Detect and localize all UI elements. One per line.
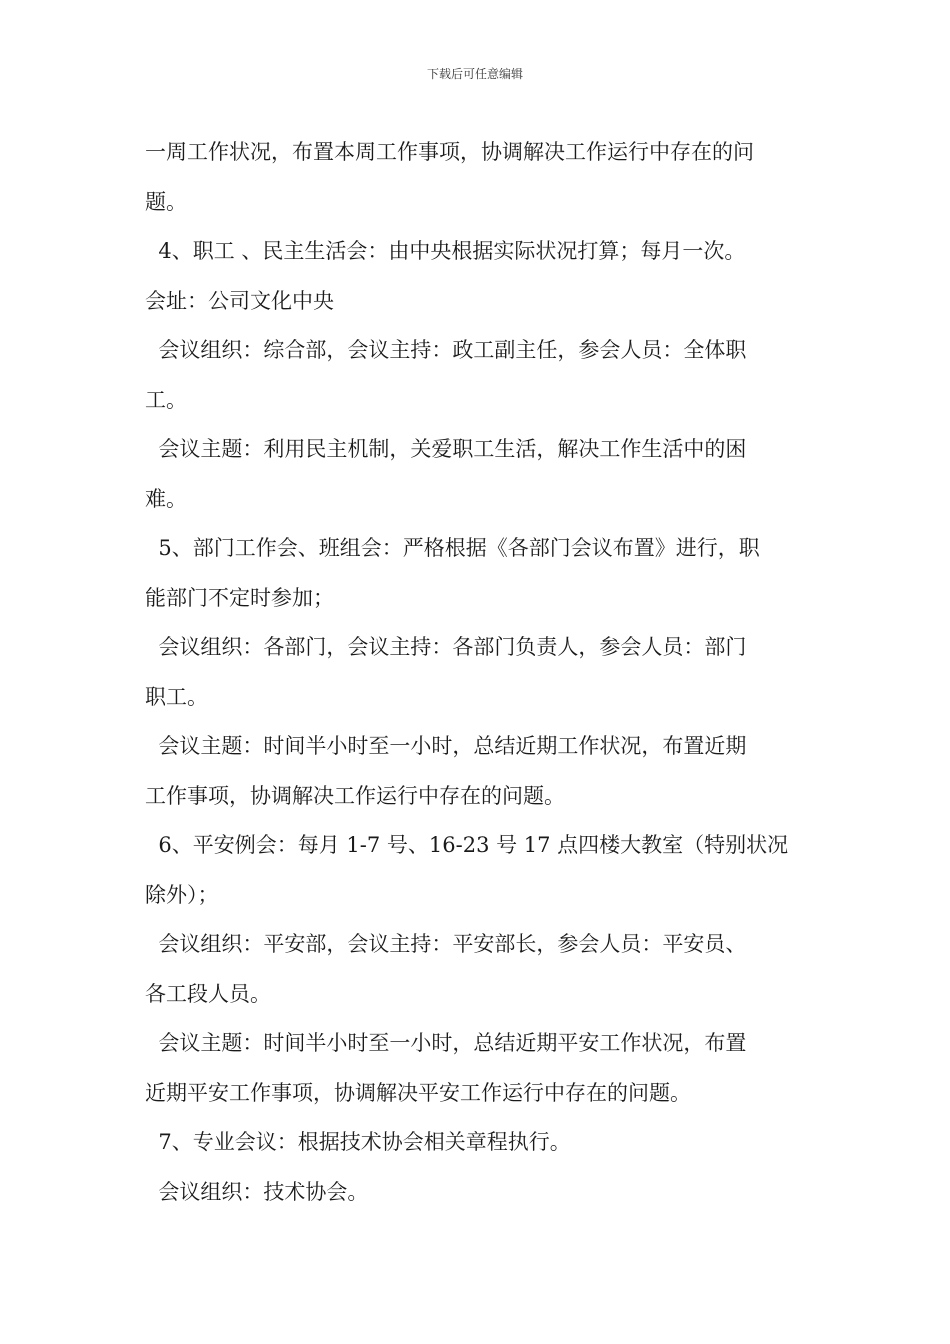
text-line: 会议主题：时间半小时至一小时，总结近期平安工作状况，布置 (145, 1031, 747, 1055)
text-line: 会议组织：平安部，会议主持：平安部长，参会人员：平安员、 (145, 932, 747, 956)
text-line: 会址：公司文化中央 (145, 288, 334, 313)
text-line: 题。 (145, 189, 187, 214)
text-line: 工作事项，协调解决工作运行中存在的问题。 (145, 783, 565, 808)
text-line: 会议主题：时间半小时至一小时，总结近期工作状况，布置近期 (145, 734, 747, 758)
text-line: 会议组织：技术协会。 (145, 1179, 369, 1204)
text-line: 会议组织：综合部，会议主持：政工副主任，参会人员：全体职 (145, 338, 747, 362)
text-line: 职工。 (145, 684, 208, 709)
text-line: 5、部门工作会、班组会：严格根据《各部门会议布置》进行，职 (145, 536, 760, 560)
text-line: 4、职工 、民主生活会：由中央根据实际状况打算；每月一次。 (145, 239, 746, 263)
text-line: 一周工作状况，布置本周工作事项，协调解决工作运行中存在的问 (145, 140, 754, 164)
text-line: 除外）； (145, 882, 219, 907)
text-line: 近期平安工作事项，协调解决平安工作运行中存在的问题。 (145, 1080, 691, 1105)
text-line: 能部门不定时参加； (145, 585, 334, 610)
text-line: 6、平安例会：每月 1-7 号、16-23 号 17 点四楼大教室（特别状况 (145, 833, 789, 857)
text-line: 会议主题：利用民主机制，关爱职工生活，解决工作生活中的困 (145, 437, 747, 461)
text-line: 工。 (145, 387, 187, 412)
page-header: 下载后可任意编辑 (426, 67, 523, 81)
document-body (145, 128, 815, 1217)
text-line: 会议组织：各部门，会议主持：各部门负责人，参会人员：部门 (145, 635, 747, 659)
text-line: 难。 (145, 486, 187, 511)
text-line: 7、专业会议：根据技术协会相关章程执行。 (145, 1130, 571, 1154)
text-line: 各工段人员。 (145, 981, 271, 1006)
